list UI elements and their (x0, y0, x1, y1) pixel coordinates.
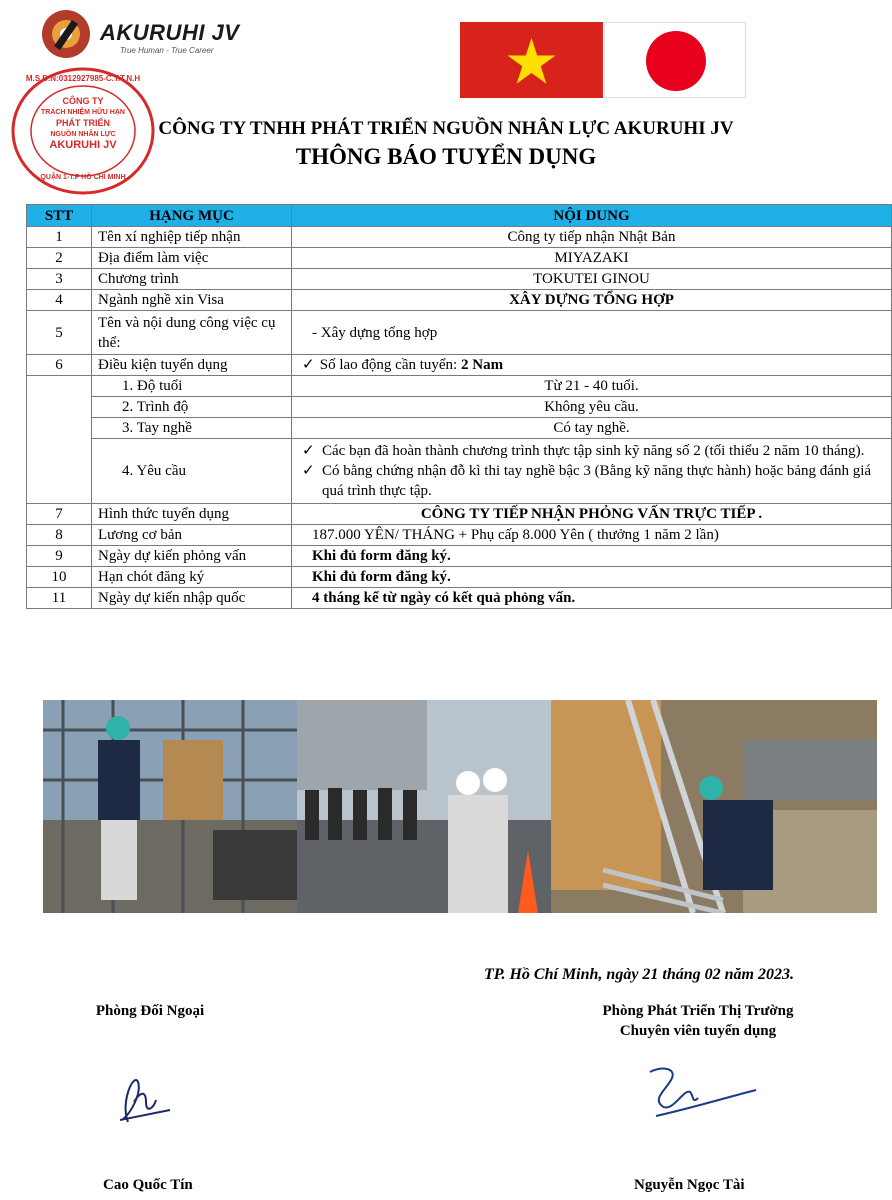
stamp-tax-code: M.S.D.N:0312927985-C.T.T.N.H (25, 74, 141, 83)
row-number: 8 (27, 525, 92, 546)
sun-disc-icon (605, 23, 747, 99)
row-value: MIYAZAKI (292, 248, 892, 269)
row-value: Khi đủ form đăng ký. (292, 546, 892, 567)
table-header-row (27, 205, 892, 227)
row-value: - Xây dựng tổng hợp (292, 311, 892, 355)
row-category: Điều kiện tuyển dụng (92, 355, 292, 376)
table-subrow (27, 397, 892, 418)
row-category: Lương cơ bản (92, 525, 292, 546)
table-row (27, 290, 892, 311)
table-subrow (27, 376, 892, 397)
logo-text: AKURUHI JV (100, 20, 240, 45)
page-title: THÔNG BÁO TUYỂN DỤNG (295, 144, 597, 169)
japan-flag (604, 22, 746, 98)
requirement-item: ✓ Có bằng chứng nhận đỗ kì thi tay nghề bậc 3 (Bằng kỹ năng thực hành) hoặc bảng đánh giá quá trình thực tập. (302, 463, 872, 499)
table-row (27, 311, 892, 355)
row-number: 11 (27, 588, 92, 609)
left-signature (100, 1062, 180, 1132)
checkmark-icon: ✓ (302, 463, 315, 479)
row-category: Ngày dự kiến nhập quốc (92, 588, 292, 609)
photo-scaffold-worker (43, 700, 297, 913)
construction-photos (43, 700, 877, 913)
table-row (27, 227, 892, 248)
sub-value: Từ 21 - 40 tuổi. (292, 376, 892, 397)
row-number: 4 (27, 290, 92, 311)
stamp-text: CÔNG TY TRÁCH NHIỆM HỮU HẠN PHÁT TRIỂN NGUỒN NHÂN LỰC AKURUHI JV (41, 96, 125, 151)
table-subrow (27, 418, 892, 439)
table-subrow (27, 439, 892, 504)
row-category: Chương trình (92, 269, 292, 290)
row-category: Tên và nội dung công việc cụ thể: (92, 311, 292, 355)
table-row (27, 269, 892, 290)
sub-category: 4. Yêu cầu (92, 439, 292, 504)
sub-category: 1. Độ tuổi (92, 376, 292, 397)
header-stt: STT (27, 205, 92, 227)
row-value: XÂY DỰNG TỔNG HỢP (292, 290, 892, 311)
row-category: Hình thức tuyển dụng (92, 504, 292, 525)
row-number: 9 (27, 546, 92, 567)
left-department: Phòng Đối Ngoại (95, 1003, 205, 1019)
star-icon (460, 22, 603, 98)
row-value: Khi đủ form đăng ký. (292, 567, 892, 588)
table-row (27, 248, 892, 269)
row-category: Ngành nghề xin Visa (92, 290, 292, 311)
checkmark-icon: ✓ (302, 443, 315, 459)
row-number: 5 (27, 311, 92, 355)
row-value: Công ty tiếp nhận Nhật Bản (292, 227, 892, 248)
row-value: 187.000 YÊN/ THÁNG + Phụ cấp 8.000 Yên ( thưởng 1 năm 2 lần) (292, 525, 892, 546)
sub-value: Có tay nghề. (292, 418, 892, 439)
table-row (27, 546, 892, 567)
sub-category: 3. Tay nghề (92, 418, 292, 439)
row-category: Ngày dự kiến phỏng vấn (92, 546, 292, 567)
vietnam-flag (460, 22, 603, 98)
row-value: TOKUTEI GINOU (292, 269, 892, 290)
table-row (27, 588, 892, 609)
row-number: 3 (27, 269, 92, 290)
table-row (27, 355, 892, 376)
sub-category: 2. Trình độ (92, 397, 292, 418)
requirements-list (292, 439, 892, 504)
recruitment-table (26, 204, 892, 609)
left-signer-name: Cao Quốc Tín (103, 1177, 193, 1193)
right-department: Phòng Phát Triển Thị Trường (602, 1003, 794, 1019)
checkmark-icon: ✓ (302, 357, 315, 373)
right-role: Chuyên viên tuyển dụng (619, 1023, 777, 1039)
company-logo (38, 6, 268, 62)
logo-gear-icon (38, 6, 98, 62)
sub-value: Không yêu cầu. (292, 397, 892, 418)
right-signer-name: Nguyễn Ngọc Tài (634, 1177, 745, 1193)
table-row (27, 525, 892, 546)
right-signature (632, 1058, 762, 1128)
header-category: HẠNG MỤC (92, 205, 292, 227)
row-number: 2 (27, 248, 92, 269)
row-category: Hạn chót đăng ký (92, 567, 292, 588)
row-value: 4 tháng kể từ ngày có kết quả phỏng vấn. (292, 588, 892, 609)
stamp-district: QUẬN 1-T.P HỒ CHÍ MINH (40, 174, 126, 181)
requirement-item: ✓ Các bạn đã hoàn thành chương trình thực tập sinh kỹ năng số 2 (tối thiểu 2 năm 10 tháng). (302, 443, 865, 459)
header-content: NỘI DUNG (292, 205, 892, 227)
row-number: 6 (27, 355, 92, 376)
logo-tagline: True Human - True Career (120, 46, 214, 55)
row-number: 1 (27, 227, 92, 248)
row-category: Tên xí nghiệp tiếp nhận (92, 227, 292, 248)
table-row (27, 504, 892, 525)
document-date: TP. Hồ Chí Minh, ngày 21 tháng 02 năm 2023. (484, 966, 794, 983)
row-category: Địa điểm làm việc (92, 248, 292, 269)
row-number: 10 (27, 567, 92, 588)
row-number: 7 (27, 504, 92, 525)
company-name: CÔNG TY TNHH PHÁT TRIỂN NGUỒN NHÂN LỰC AKURUHI JV (158, 118, 734, 139)
photo-group-meeting (297, 700, 551, 913)
row-value: CÔNG TY TIẾP NHẬN PHỎNG VẤN TRỰC TIẾP . (292, 504, 892, 525)
table-row (27, 567, 892, 588)
row-value: ✓ Số lao động cần tuyển: 2 Nam (292, 355, 892, 376)
photo-formwork-worker (551, 700, 877, 913)
